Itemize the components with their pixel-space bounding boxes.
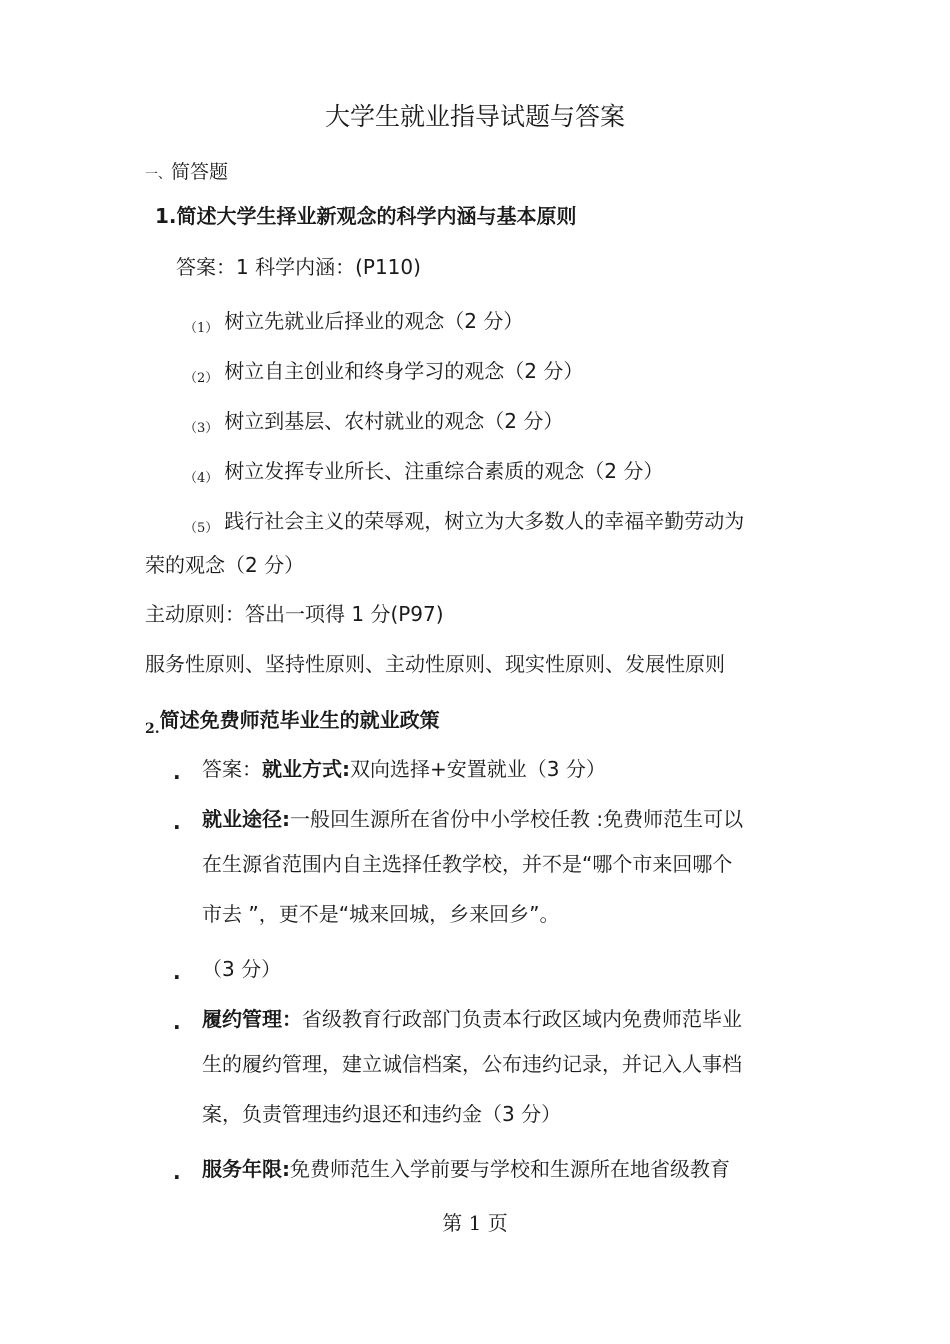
q2-bullet-4 bbox=[202, 1003, 742, 1035]
q2-bullet-4-line-3: 案，负责管理违约退还和违约金（3 分） bbox=[202, 1102, 562, 1126]
q2-bullet-2-line-3: 市去 ”，更不是“城来回城，乡来回乡”。 bbox=[202, 902, 560, 926]
bullet-body: 免费师范生入学前要与学校和生源所在地省级教育 bbox=[290, 1157, 730, 1181]
q2-bullet-2-line-2: 在生源省范围内自主选择任教学校，并不是“哪个市来回哪个 bbox=[202, 852, 733, 876]
bullet-label: 履约管理： bbox=[202, 1007, 302, 1031]
bullet-label: 服务年限: bbox=[202, 1157, 290, 1181]
q1-item-5-continuation: 荣的观念（2 分） bbox=[145, 553, 305, 577]
bullet-dot: . bbox=[173, 960, 181, 984]
item-text: 践行社会主义的荣辱观，树立为大多数人的幸福辛勤劳动为 bbox=[224, 509, 745, 533]
item-number: （1） bbox=[184, 321, 219, 336]
bullet-dot: . bbox=[173, 810, 181, 834]
item-text: 树立发挥专业所长、注重综合素质的观念（2 分） bbox=[224, 459, 664, 483]
bullet-dot: . bbox=[173, 1160, 181, 1184]
q2-bullet-3: （3 分） bbox=[202, 957, 282, 981]
q1-item-5 bbox=[184, 505, 744, 545]
item-number: （4） bbox=[184, 471, 219, 486]
item-text: 树立到基层、农村就业的观念（2 分） bbox=[224, 409, 564, 433]
question-number: 2. bbox=[145, 721, 160, 737]
bullet-dot: . bbox=[173, 1010, 181, 1034]
bullet-dot: . bbox=[173, 760, 181, 784]
q1-item-2 bbox=[184, 355, 583, 395]
bullet-body: 双向选择+安置就业（3 分） bbox=[350, 757, 606, 781]
q2-bullet-5 bbox=[202, 1153, 730, 1185]
bullet-body: 一般回生源所在省份中小学校任教 :免费师范生可以 bbox=[290, 807, 744, 831]
q1-item-3 bbox=[184, 405, 563, 445]
bullet-body: 省级教育行政部门负责本行政区域内免费师范毕业 bbox=[302, 1007, 742, 1031]
question-text: 简述免费师范毕业生的就业政策 bbox=[159, 708, 440, 732]
q2-bullet-4-line-2: 生的履约管理，建立诚信档案，公布违约记录，并记入人事档 bbox=[202, 1052, 742, 1076]
section-mark: 一、 bbox=[145, 167, 172, 182]
bullet-label: 就业途径: bbox=[202, 807, 290, 831]
bullet-label: 就业方式: bbox=[262, 757, 350, 781]
q1-principles: 服务性原则、坚持性原则、主动性原则、现实性原则、发展性原则 bbox=[145, 652, 725, 676]
q2-bullet-1 bbox=[202, 753, 606, 785]
page-number-footer: 第 1 页 bbox=[442, 1211, 508, 1235]
item-number: （5） bbox=[184, 521, 219, 536]
item-text: 树立自主创业和终身学习的观念（2 分） bbox=[224, 359, 584, 383]
document-title: 大学生就业指导试题与答案 bbox=[324, 102, 625, 131]
section-label: 简答题 bbox=[171, 161, 229, 183]
q1-principle-intro: 主动原则：答出一项得 1 分(P97) bbox=[145, 602, 444, 626]
section-heading bbox=[145, 156, 228, 191]
q1-item-1 bbox=[184, 305, 523, 345]
answer-prefix: 答案： bbox=[202, 757, 262, 781]
q1-item-4 bbox=[184, 455, 663, 495]
question-1-heading: 1.简述大学生择业新观念的科学内涵与基本原则 bbox=[155, 204, 577, 228]
q2-bullet-2 bbox=[202, 803, 743, 835]
item-number: （3） bbox=[184, 421, 219, 436]
question-2-heading bbox=[145, 704, 440, 745]
item-text: 树立先就业后择业的观念（2 分） bbox=[224, 309, 524, 333]
item-number: （2） bbox=[184, 371, 219, 386]
q1-answer-intro: 答案：1 科学内涵：(P110) bbox=[176, 255, 421, 279]
